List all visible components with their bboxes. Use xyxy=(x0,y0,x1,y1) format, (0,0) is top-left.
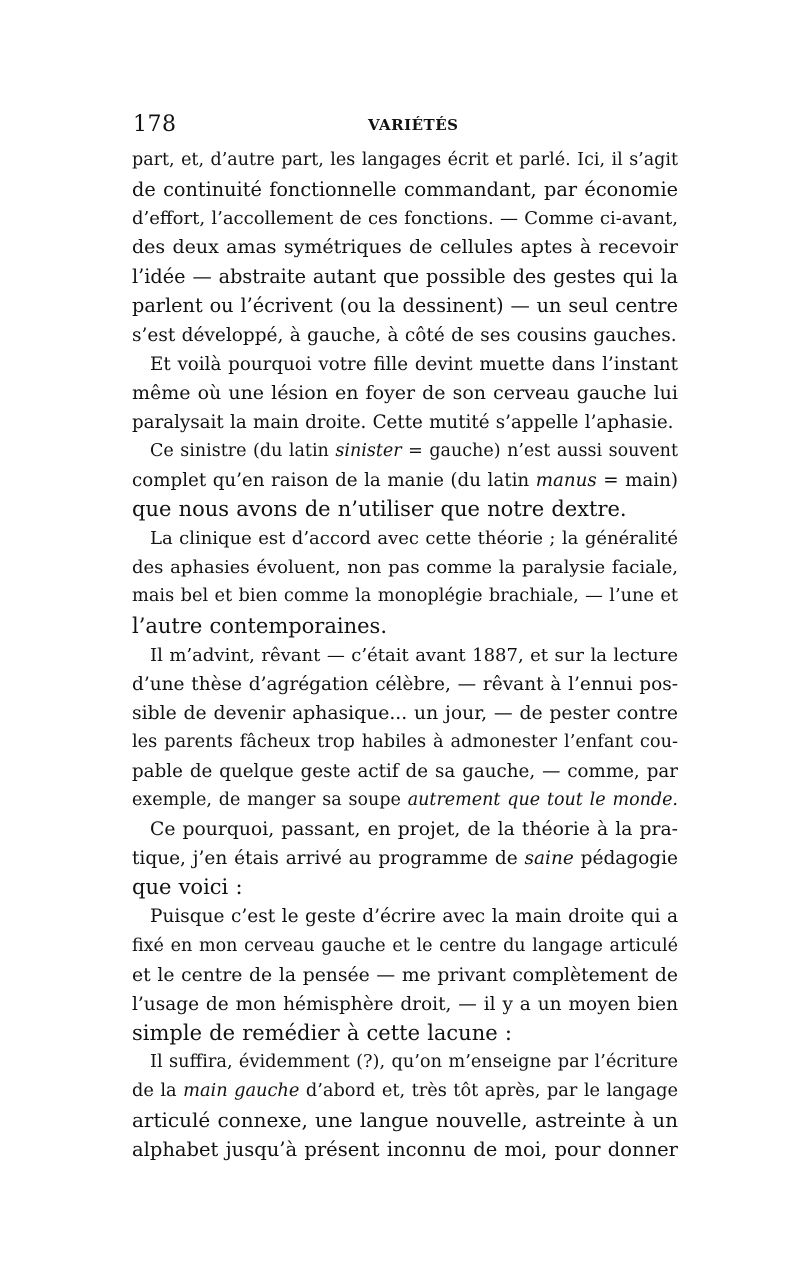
text-line xyxy=(132,932,678,961)
text-segment: des aphasies évoluent, non pas comme la paralysie faciale, xyxy=(132,557,678,579)
text-segment: mais bel et bien comme la monoplégie brachiale, — l’une et xyxy=(132,586,678,607)
text-line xyxy=(132,204,678,233)
text-line xyxy=(132,466,678,495)
text-line xyxy=(132,873,678,902)
book-page xyxy=(132,112,678,1164)
text-segment: les parents fâcheux trop habiles à admonester l’enfant cou- xyxy=(132,731,678,752)
italic-text: manus xyxy=(535,470,597,492)
text-segment: pable de quelque geste actif de sa gauche, — comme, par xyxy=(132,760,678,782)
text-line xyxy=(132,146,678,175)
page-number: 178 xyxy=(133,112,177,137)
text-segment: Il m’advint, rêvant — c’était avant 1887, et sur la lecture xyxy=(150,644,678,666)
text-segment: Et voilà pourquoi votre fille devint muette dans l’instant xyxy=(150,353,678,375)
text-segment: même où une lésion en foyer de son cerveau gauche lui xyxy=(132,381,678,404)
text-line xyxy=(132,553,678,582)
text-line xyxy=(132,437,678,466)
text-line xyxy=(132,728,678,757)
running-title: VARIÉTÉS xyxy=(368,116,459,134)
text-line xyxy=(132,699,678,728)
text-segment: que voici : xyxy=(132,875,243,900)
text-segment: Il suffira, évidemment (?), qu’on m’enseigne par l’écriture xyxy=(150,1051,678,1072)
text-segment: de continuité fonctionnelle commandant, par économie xyxy=(132,178,678,202)
text-segment: de la xyxy=(132,1081,184,1101)
body-text xyxy=(132,146,678,1164)
text-line xyxy=(132,757,678,786)
text-segment: tique, j’en étais arrivé au programme de xyxy=(132,848,525,870)
text-line xyxy=(132,582,678,611)
text-line xyxy=(132,902,678,931)
text-line xyxy=(132,961,678,990)
text-line xyxy=(132,1048,678,1077)
text-segment: pédagogie xyxy=(573,848,679,870)
italic-text: sinister xyxy=(335,440,402,461)
italic-text: main gauche xyxy=(183,1081,300,1101)
running-head xyxy=(132,112,678,146)
text-segment: Ce sinistre (du latin xyxy=(150,440,336,461)
text-line xyxy=(132,815,678,844)
text-line xyxy=(132,612,678,641)
text-line xyxy=(132,1135,678,1164)
text-line xyxy=(132,408,678,437)
text-line xyxy=(132,524,678,553)
text-segment: d’abord et, très tôt après, par le langage xyxy=(299,1081,678,1101)
italic-text: autrement que tout le monde. xyxy=(407,790,678,811)
text-segment: simple de remédier à cette lacune : xyxy=(132,1020,512,1045)
text-segment: l’usage de mon hémisphère droit, — il y a un moyen bien xyxy=(132,993,678,1015)
text-segment: parlent ou l’écrivent (ou la dessinent) — un seul centre xyxy=(132,294,678,318)
text-line xyxy=(132,786,678,815)
text-line xyxy=(132,990,678,1019)
text-segment: l’autre contemporaines. xyxy=(132,613,387,638)
text-segment: exemple, de manger sa soupe xyxy=(132,790,408,811)
text-segment: Ce pourquoi, passant, en projet, de la théorie à la pra- xyxy=(150,819,678,841)
text-segment: et le centre de la pensée — me privant complètement de xyxy=(132,964,678,986)
text-segment: que nous avons de n’utiliser que notre dextre. xyxy=(132,497,627,522)
text-line xyxy=(132,233,678,262)
text-line xyxy=(132,321,678,350)
text-line xyxy=(132,670,678,699)
text-line xyxy=(132,1106,678,1135)
text-line xyxy=(132,379,678,408)
text-segment: s’est développé, à gauche, à côté de ses cousins gauches. xyxy=(132,324,677,346)
text-segment: Puisque c’est le geste d’écrire avec la main droite qui a xyxy=(150,906,678,928)
text-segment: fixé en mon cerveau gauche et le centre du langage articulé xyxy=(132,935,678,956)
text-segment: La clinique est d’accord avec cette théorie ; la généralité xyxy=(150,528,678,550)
text-line xyxy=(132,495,678,524)
text-line xyxy=(132,641,678,670)
text-segment: = main) xyxy=(596,470,678,492)
text-segment: d’effort, l’accollement de ces fonctions. — Comme ci-avant, xyxy=(132,208,678,230)
text-segment: complet qu’en raison de la manie (du latin xyxy=(132,470,536,492)
text-segment: articulé connexe, une langue nouvelle, astreinte à un xyxy=(132,1108,678,1133)
text-segment: l’idée — abstraite autant que possible des gestes qui la xyxy=(132,265,678,289)
text-line xyxy=(132,1019,678,1048)
text-segment: part, et, d’autre part, les langages écrit et parlé. Ici, il s’agit xyxy=(132,150,678,170)
text-segment: des deux amas symétriques de cellules aptes à recevoir xyxy=(132,236,678,259)
text-segment: alphabet jusqu’à présent inconnu de moi, pour donner xyxy=(132,1138,678,1162)
text-segment: paralysait la main droite. Cette mutité s’appelle l’aphasie. xyxy=(132,411,674,433)
text-line xyxy=(132,291,678,320)
text-line xyxy=(132,844,678,873)
text-line xyxy=(132,262,678,291)
italic-text: saine xyxy=(524,848,574,870)
text-line xyxy=(132,1077,678,1106)
text-line xyxy=(132,350,678,379)
text-segment: d’une thèse d’agrégation célèbre, — rêvant à l’ennui pos- xyxy=(132,673,678,695)
text-segment: sible de devenir aphasique... un jour, — de pester contre xyxy=(132,702,678,724)
text-segment: = gauche) n’est aussi souvent xyxy=(401,440,678,461)
text-line xyxy=(132,175,678,204)
